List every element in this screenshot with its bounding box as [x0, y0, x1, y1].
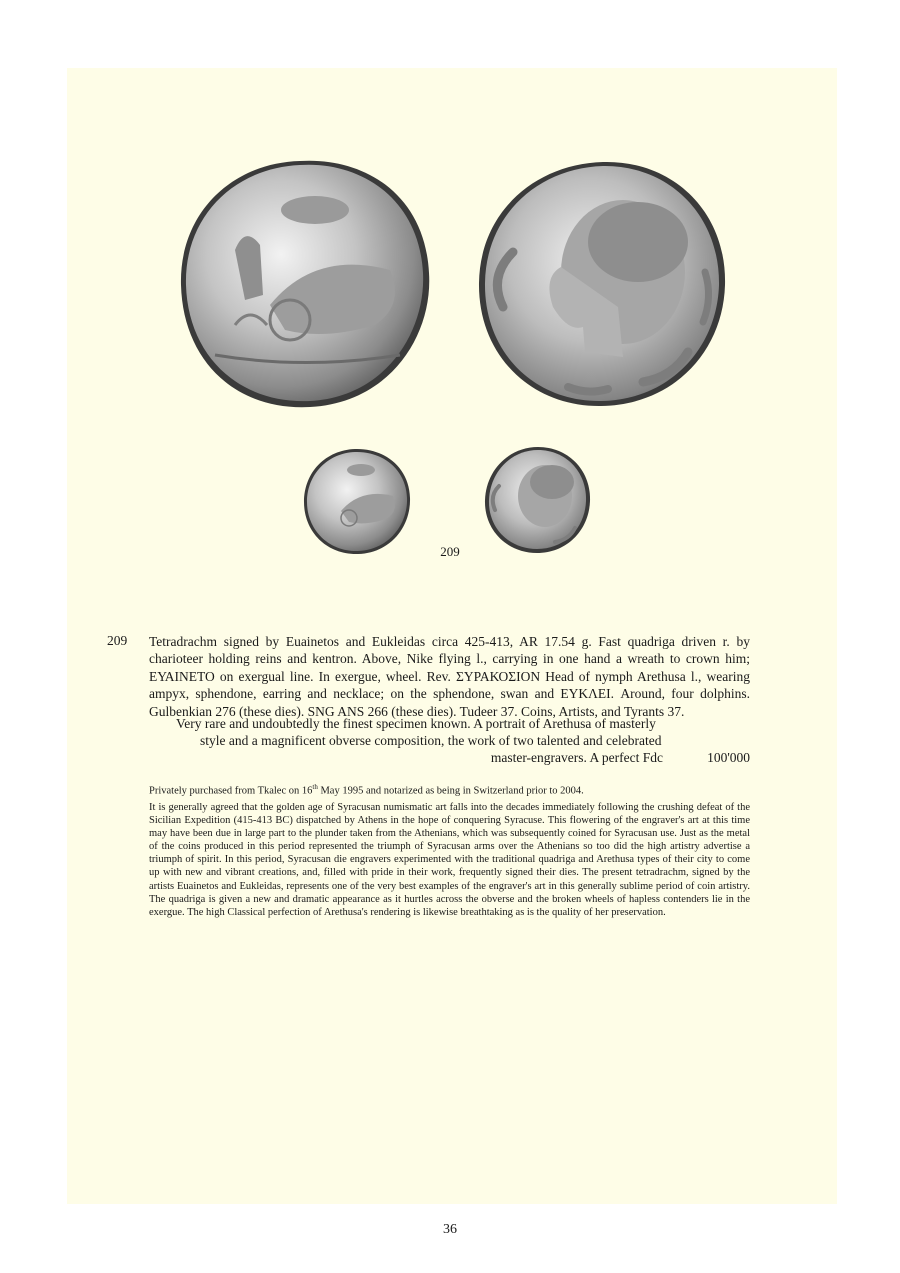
lot-essay: It is generally agreed that the golden age of Syracusan numismatic art falls into the decades immediately following the crushing defeat of the Sicilian Expedition (415-413 BC) dispatched by Athens in the hope of conquering Syracuse. This flowering of the engraver's art at this time may have been due in large part to the plunder taken from the Athenians, which was subsequently coined for Syracusan use. Just as the metal of the coins produced in this period represented the triumph of Syracusan arms over the Athenians so too did the high artistry advertise a triumph of spirit. In this period, Syracusan die engravers experimented with the traditional quadriga and Arethusa types of their city to come up with new and vibrant creations, and, filled with pride in their work, frequently signed their dies. The present tetradrachm, signed by the artists Euainetos and Eukleidas, represents one of the very best examples of the engraver's art in this generally sublime period of coin artistry. The quadriga is given a new and dramatic appearance as it hurtles across the obverse and the broken wheels of hapless contenders lie in the exergue. The high Classical perfection of Arethusa's rendering is likewise breathtaking as is the quality of her preservation.: [149, 802, 750, 918]
page-number: 36: [443, 1222, 457, 1237]
reverse-coin-large: [473, 157, 731, 411]
provenance-ordinal: th: [312, 783, 318, 791]
lot-comment-line-1: Very rare and undoubtedly the finest specimen known. A portrait of Arethusa of masterly: [176, 716, 656, 731]
lot-comment-line-2: style and a magnificent obverse composition, the work of two talented and celebrated: [200, 733, 662, 748]
provenance-text-start: Privately purchased from Tkalec on 16: [149, 785, 313, 797]
lot-comment-line-3: master-engravers. A perfect Fdc: [490, 750, 663, 765]
lot-image-caption: 209: [440, 544, 460, 559]
lot-estimate: 100'000: [707, 750, 750, 765]
reverse-coin-small: [481, 444, 593, 556]
provenance-text-end: May 1995 and notarized as being in Switzerland prior to 2004.: [317, 785, 584, 797]
lot-number: 209: [107, 633, 128, 648]
obverse-coin-large: [175, 155, 435, 413]
lot-description-text: Tetradrachm signed by Euainetos and Eukleidas circa 425-413, AR 17.54 g. Fast quadriga driven r. by charioteer holding reins and kentron. Above, Nike flying l., carrying in one hand a wreath to crown him; ΕΥΑΙΝΕΤΟ on exergual line. In exergue, wheel. Rev. ΣΥΡΑΚΟΣΙΟΝ Head of nymph Arethusa l., wearing ampyx, sphendone, earring and necklace; on the sphendone, swan and ΕΥΚΛΕΙ. Around, four dolphins. Gulbenkian 276 (these dies). SNG ANS 266 (these dies). Tudeer 37. Coins, Artists, and Tyrants 37.: [149, 634, 750, 719]
lot-description: [149, 633, 750, 720]
obverse-coin-small: [301, 446, 413, 556]
lot-provenance: [149, 781, 750, 798]
